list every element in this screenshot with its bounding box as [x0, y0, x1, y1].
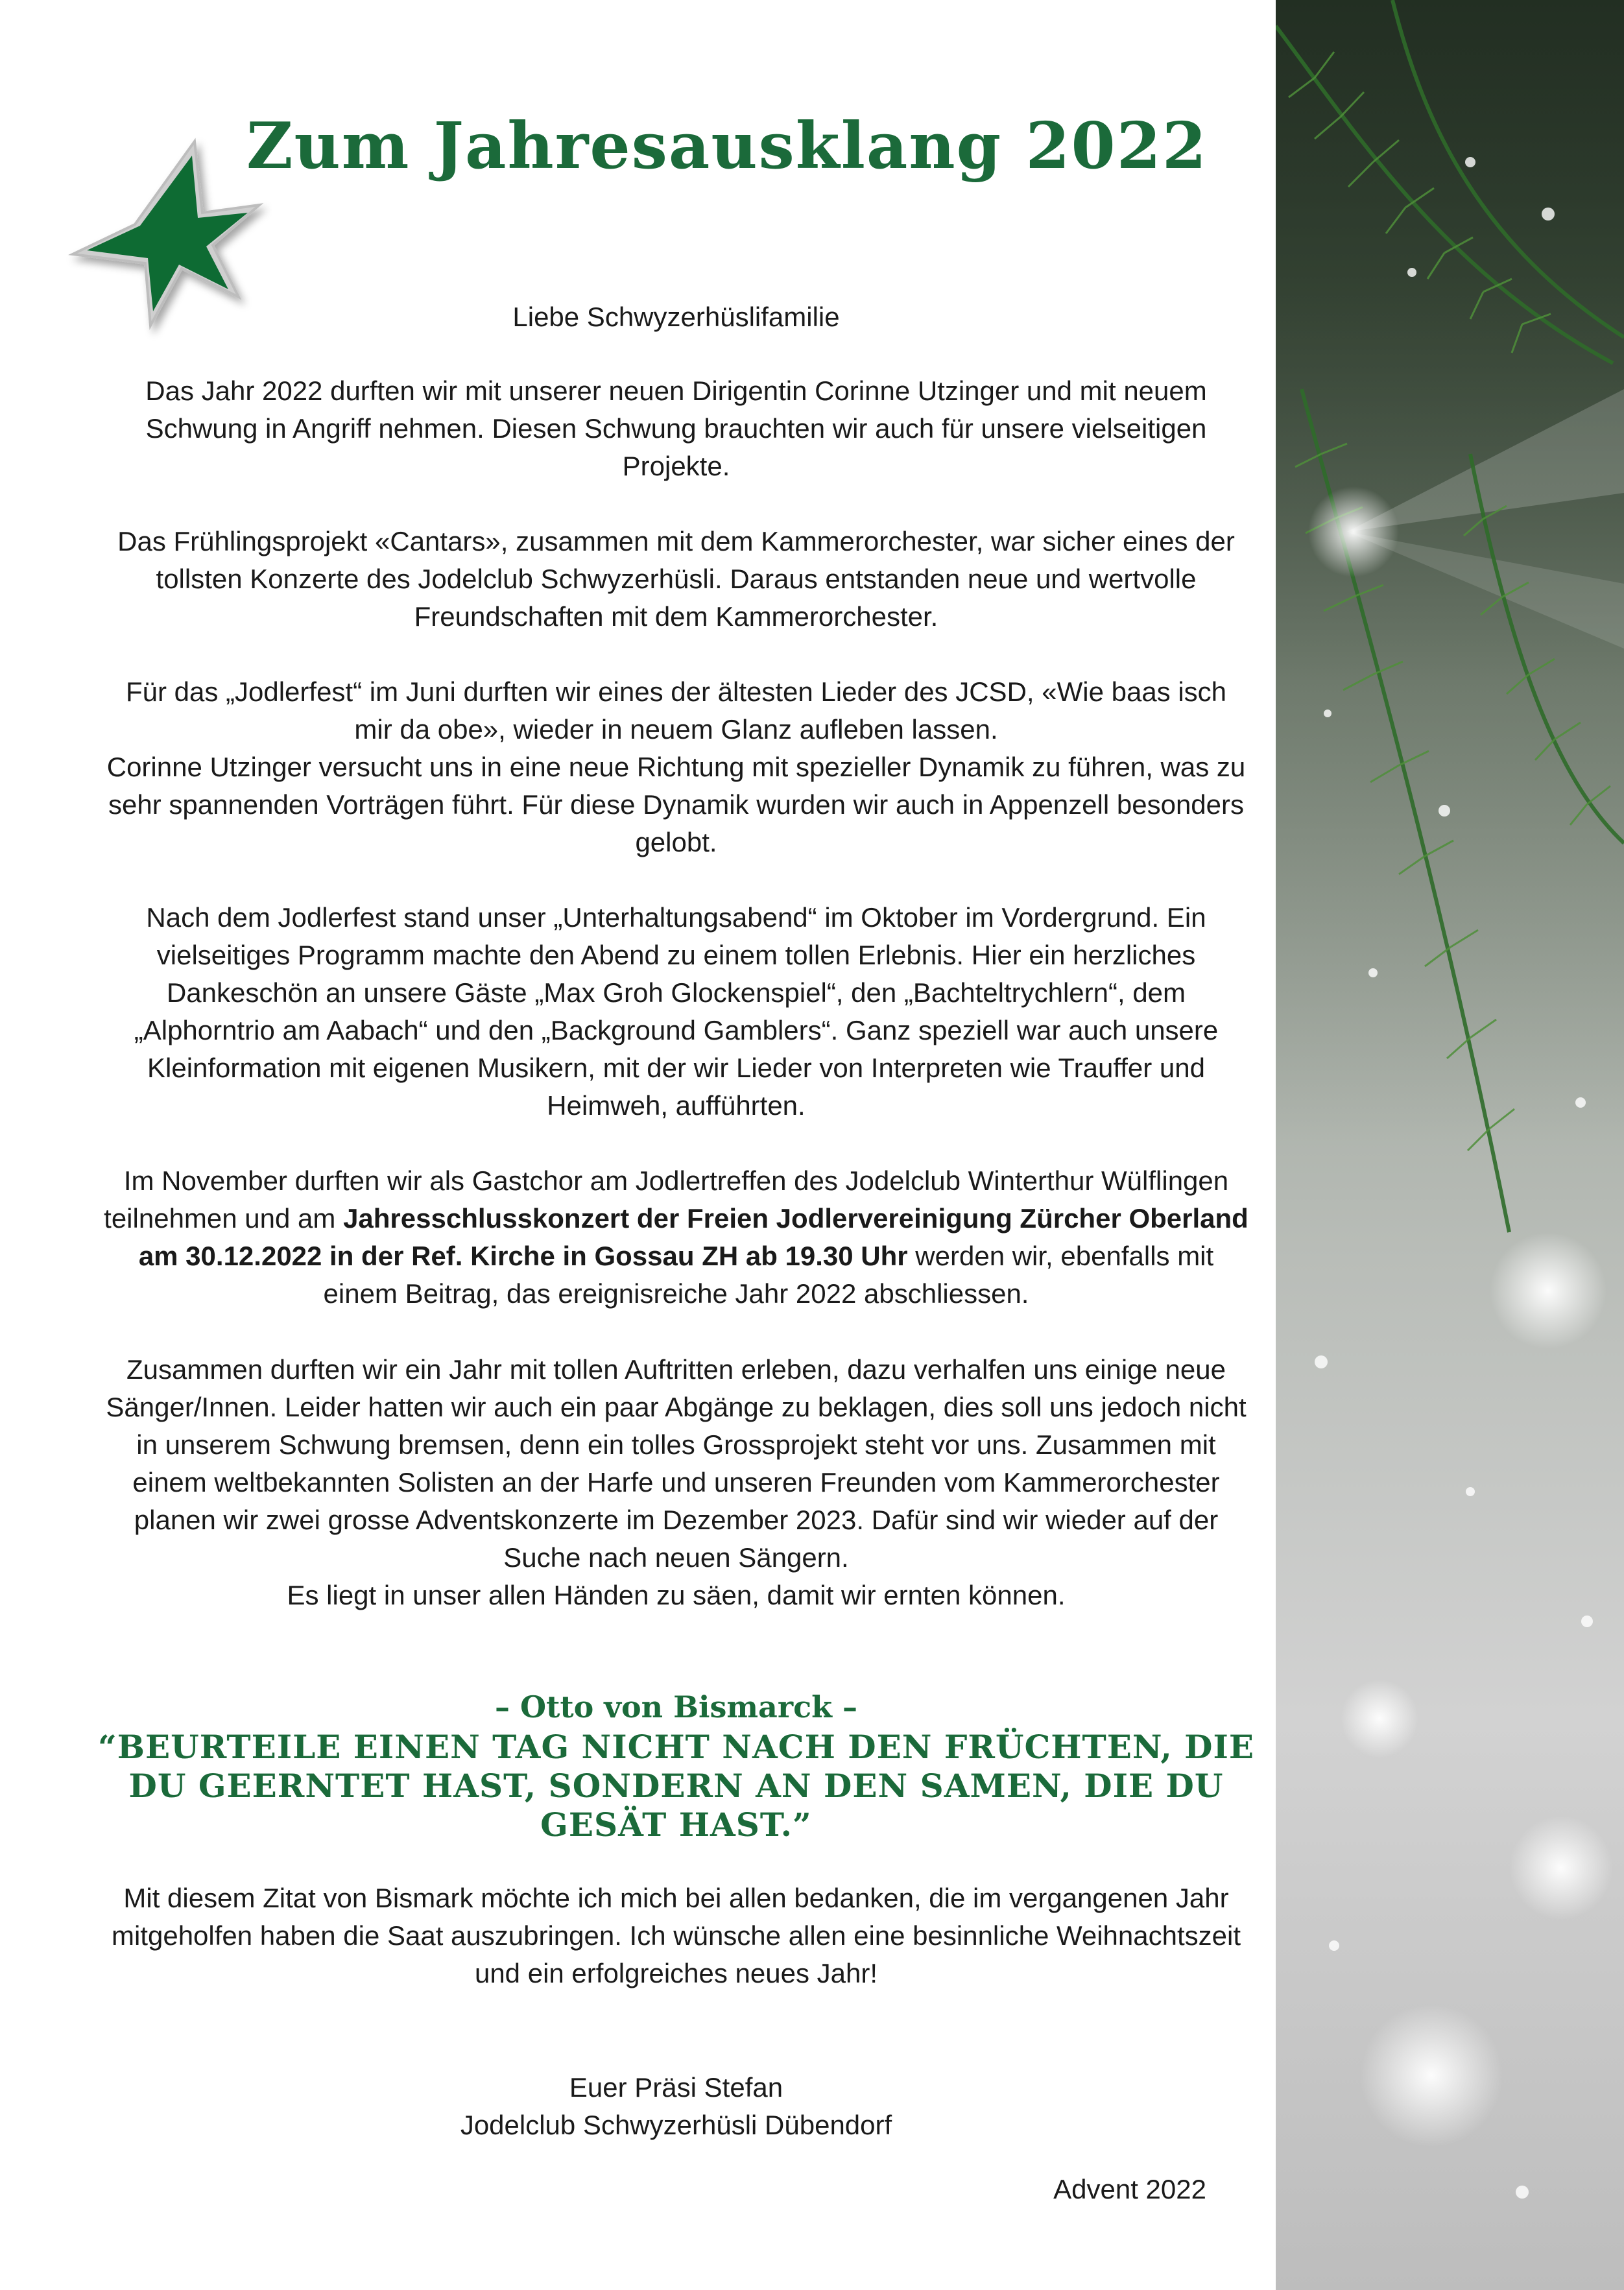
- greeting: Liebe Schwyzerhüslifamilie: [512, 302, 840, 332]
- quote-text: “BEURTEILE EINEN TAG NICHT NACH DEN FRÜCHTEN, DIE DU GEERNTET HAST, SONDERN AN DEN SAMEN, DIE DU GESÄT HAST.”: [97, 1728, 1255, 1844]
- paragraph-4: Nach dem Jodlerfest stand unser „Unterhaltungsabend“ im Oktober im Vordergrund. Ein vielseitiges Programm machte den Abend zu einem tollen Erlebnis. Hier ein herzliches Dankeschön an unsere Gäste „Max Groh Glockenspiel“, den „Bachteltrychlern“, dem „Alphorntrio am Aabach“ und den „Background Gamblers“. Ganz speziell war auch unsere Kleinformation mit eigenen Musikern, mit der wir Lieder von Interpreten wie Trauffer und Heimweh, aufführten.: [134, 902, 1219, 1121]
- signature-name: Euer Präsi Stefan: [569, 2072, 783, 2103]
- paragraph-1: Das Jahr 2022 durften wir mit unserer neuen Dirigentin Corinne Utzinger und mit neuem Schwung in Angriff nehmen. Diesen Schwung brauchten wir auch für unsere vielseitigen Projekte.: [145, 376, 1207, 481]
- fir-branch-decoration: [1276, 0, 1624, 2290]
- paragraph-5: [104, 1162, 1248, 1313]
- paragraph-2: Das Frühlingsprojekt «Cantars», zusammen mit dem Kammerorchester, war sicher eines der tollsten Konzerte des Jodelclub Schwyzerhüsli. Daraus entstanden neue und wertvolle Freundschaften mit dem Kammerorchester.: [117, 526, 1235, 632]
- page-title: Zum Jahresausklang 2022: [246, 109, 1208, 184]
- paragraph-6b: Es liegt in unser allen Händen zu säen, damit wir ernten können.: [287, 1580, 1066, 1610]
- closing-paragraph: Mit diesem Zitat von Bismark möchte ich mich bei allen bedanken, die im vergangenen Jahr mitgeholfen haben die Saat auszubringen. Ich wünsche allen eine besinnliche Weihnachtszeit und ein erfolgreiches neues Jahr!: [111, 1883, 1241, 1988]
- paragraph-5-end: werden wir, ebenfalls mit einem Beitrag, das ereignisreiche Jahr 2022 abschliessen.: [323, 1241, 1214, 1309]
- paragraph-5-start: Im November durften wir als Gastchor am Jodlertreffen des Jodelclub Winterthur Wülflingen teilnehmen und am: [104, 1165, 1229, 1234]
- signature-club: Jodelclub Schwyzerhüsli Dübendorf: [460, 2110, 892, 2140]
- paragraph-6: Zusammen durften wir ein Jahr mit tollen Auftritten erleben, dazu verhalfen uns einige neue Sänger/Innen. Leider hatten wir auch ein paar Abgänge zu beklagen, dies soll uns jedoch nicht in unserem Schwung bremsen, denn ein tolles Grossprojekt steht vor uns. Zusammen mit einem weltbekannten Solisten an der Harfe und unseren Freunden vom Kammerorchester planen wir zwei grosse Adventskonzerte im Dezember 2023. Dafür sind wir wieder auf der Suche nach neuen Sängern.: [106, 1354, 1247, 1573]
- paragraph-3b: Corinne Utzinger versucht uns in eine neue Richtung mit spezieller Dynamik zu führen, was zu sehr spannenden Vorträgen führt. Für diese Dynamik wurden wir auch in Appenzell besonders gelobt.: [106, 752, 1246, 857]
- letter-date: Advent 2022: [1053, 2174, 1206, 2204]
- paragraph-3a: Für das „Jodlerfest“ im Juni durften wir eines der ältesten Lieder des JCSD, «Wie baas isch mir da obe», wieder in neuem Glanz aufleben lassen.: [125, 676, 1227, 745]
- quote-author: – Otto von Bismarck –: [494, 1689, 857, 1724]
- concert-highlight: Jahresschlusskonzert der Freien Jodlervereinigung Zürcher Oberland am 30.12.2022 in der Ref. Kirche in Gossau ZH ab 19.30 Uhr: [138, 1203, 1248, 1271]
